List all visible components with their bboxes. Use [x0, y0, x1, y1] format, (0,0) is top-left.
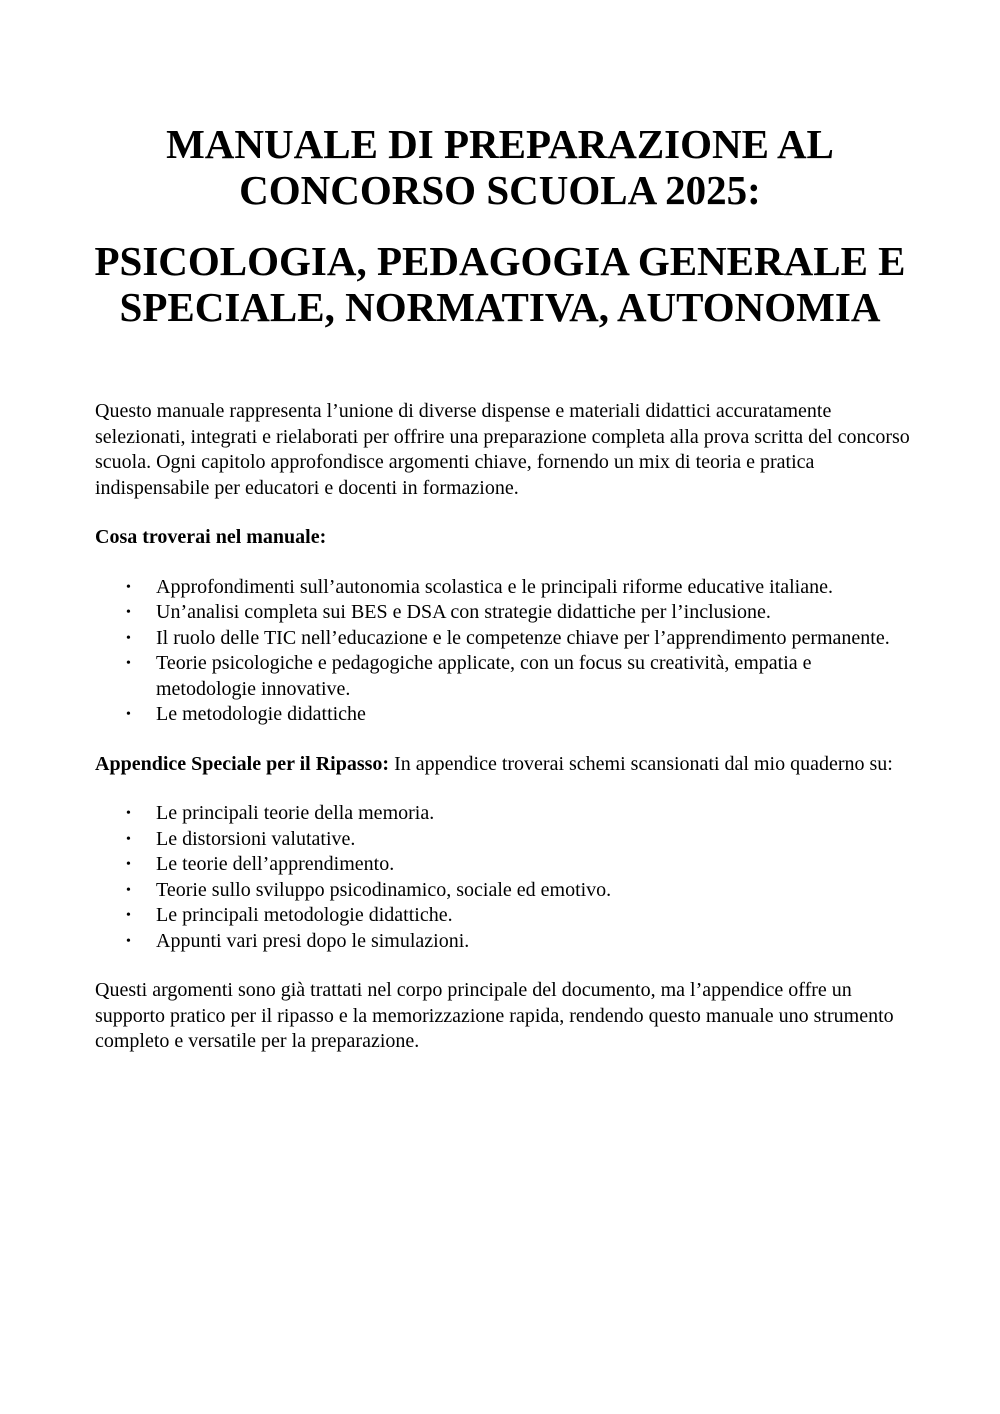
- list-item: [95, 929, 915, 955]
- list-item-text: Le distorsioni valutative.: [156, 827, 356, 850]
- bullet-icon: •: [126, 908, 131, 923]
- bullet-icon: •: [126, 656, 131, 671]
- appendix-paragraph: [95, 752, 915, 778]
- bullet-icon: •: [126, 857, 131, 872]
- bullet-icon: •: [126, 579, 131, 595]
- bullet-icon: •: [126, 605, 131, 620]
- bullet-icon: •: [126, 707, 131, 722]
- title-line-1: MANUALE DI PREPARAZIONE AL: [166, 121, 834, 167]
- list-item: [95, 827, 915, 853]
- list-item: [95, 852, 915, 878]
- list-item-text: Le principali metodologie didattiche.: [156, 904, 453, 926]
- subtitle-line-1: PSICOLOGIA, PEDAGOGIA GENERALE E: [94, 238, 906, 284]
- title-line-2: CONCORSO SCUOLA 2025:: [239, 167, 761, 213]
- document-body: [95, 399, 915, 1055]
- appendix-list: [95, 801, 915, 954]
- document-title: [60, 121, 940, 213]
- bullet-icon: •: [126, 933, 131, 949]
- list-item-text: Un’analisi completa sui BES e DSA con strategie didattiche per l’inclusione.: [156, 601, 771, 623]
- bullet-icon: •: [126, 806, 131, 821]
- list-item-text: Le principali teorie della memoria.: [156, 802, 435, 824]
- list-item-text: Teorie sullo sviluppo psicodinamico, sociale ed emotivo.: [156, 878, 612, 901]
- list-item: [95, 600, 915, 626]
- bullet-icon: •: [126, 630, 131, 646]
- list-item-text: Approfondimenti sull’autonomia scolastica e le principali riforme educative italiane.: [156, 575, 833, 598]
- bullet-icon: •: [126, 882, 131, 898]
- appendix-text: In appendice troverai schemi scansionati dal mio quaderno su:: [389, 752, 893, 775]
- list-item-text: Il ruolo delle TIC nell’educazione e le competenze chiave per l’apprendimento permanente.: [156, 626, 890, 649]
- contents-list: [95, 575, 915, 728]
- list-item-text: Teorie psicologiche e pedagogiche applicate, con un focus su creatività, empatia e metodologie innovative.: [156, 652, 812, 700]
- list-item-text: Appunti vari presi dopo le simulazioni.: [156, 929, 470, 952]
- list-item: [95, 651, 915, 702]
- subtitle-line-2: SPECIALE, NORMATIVA, AUTONOMIA: [119, 284, 881, 330]
- bullet-icon: •: [126, 831, 131, 847]
- list-item-text: Le teorie dell’apprendimento.: [156, 853, 395, 875]
- intro-paragraph: Questo manuale rappresenta l’unione di diverse dispense e materiali didattici accuratamente selezionati, integrati e rielaborati per offrire una preparazione completa alla prova scritta del concorso scuola. Ogni capitolo approfondisce argomenti chiave, fornendo un mix di teoria e pratica indispensabile per educatori e docenti in formazione.: [95, 400, 910, 499]
- closing-paragraph: Questi argomenti sono già trattati nel corpo principale del documento, ma l’appendice offre un supporto pratico per il ripasso e la memorizzazione rapida, rendendo questo manuale uno strumento completo e versatile per la preparazione.: [95, 979, 894, 1052]
- list-item: [95, 575, 915, 601]
- list-item: [95, 903, 915, 929]
- contents-heading: Cosa troverai nel manuale:: [95, 526, 327, 548]
- list-item: [95, 878, 915, 904]
- list-item: [95, 702, 915, 728]
- list-item-text: Le metodologie didattiche: [156, 703, 366, 725]
- document-subtitle: [60, 238, 940, 330]
- appendix-label: Appendice Speciale per il Ripasso:: [95, 752, 390, 775]
- list-item: [95, 626, 915, 652]
- list-item: [95, 801, 915, 827]
